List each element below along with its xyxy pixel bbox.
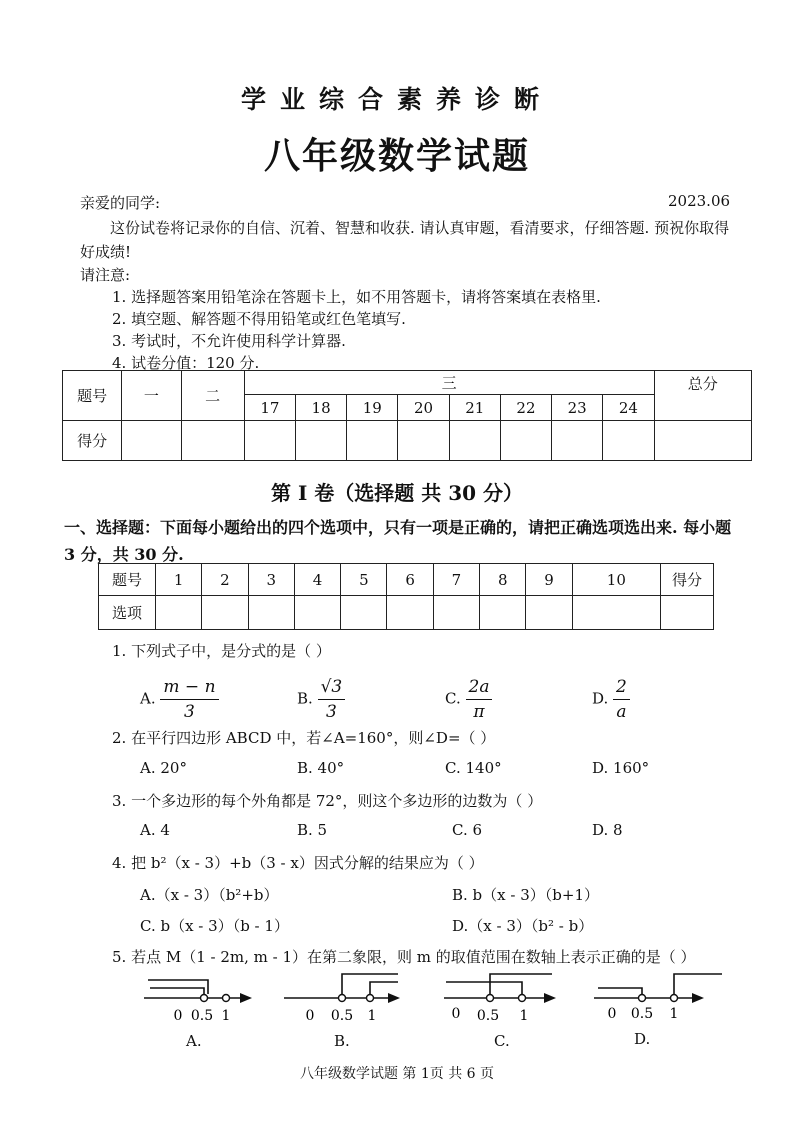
fraction — [160, 677, 218, 722]
axis-arrow — [240, 993, 252, 1003]
fraction-numerator: 2 — [613, 677, 630, 700]
answer-table-number: 8 — [480, 564, 526, 596]
fraction — [613, 677, 630, 722]
section-intro: 一、选择题：下面每小题给出的四个选项中，只有一项是正确的，请把正确选项选出来. 每小题 3 分，共 30 分. — [64, 518, 732, 564]
option-label: B. — [297, 689, 313, 708]
fraction-denominator: π — [473, 702, 485, 722]
option-label: D. — [592, 689, 609, 708]
answer-table-number: 4 — [294, 564, 340, 596]
answer-table-number: 5 — [341, 564, 387, 596]
score-table-total: 总分 — [654, 371, 751, 421]
tick-label: 0 — [173, 1008, 183, 1024]
fraction-numerator: √3 — [318, 677, 346, 700]
question-5-stem: 5. 若点 M（1 - 2m, m - 1）在第二象限，则 m 的取值范围在数轴上表示正确的是（ ） — [112, 948, 696, 966]
score-table-subcol: 23 — [552, 395, 603, 421]
answer-table-number: 6 — [387, 564, 433, 596]
tick-label: 1 — [669, 1006, 679, 1022]
score-table-col-1: 一 — [122, 371, 181, 421]
answer-table-number: 9 — [526, 564, 572, 596]
tick-label: 0.5 — [630, 1006, 654, 1022]
question-1-option-b — [297, 677, 345, 722]
note-item: 4. 试卷分值：120 分. — [112, 354, 260, 372]
score-cell[interactable] — [295, 421, 346, 461]
open-point — [201, 995, 208, 1002]
open-point — [487, 995, 494, 1002]
score-cell[interactable] — [449, 421, 500, 461]
tick-label: 0.5 — [190, 1008, 214, 1024]
answer-cell[interactable] — [294, 596, 340, 630]
answer-cell[interactable] — [433, 596, 479, 630]
number-line-d — [590, 970, 725, 1030]
score-table-label: 题号 — [63, 371, 122, 421]
open-point — [671, 995, 678, 1002]
answer-cell[interactable] — [202, 596, 248, 630]
tick-label: 0 — [607, 1006, 617, 1022]
open-point — [223, 995, 230, 1002]
range-bracket — [674, 974, 722, 994]
answer-cell[interactable] — [480, 596, 526, 630]
question-3-stem: 3. 一个多边形的每个外角都是 72°，则这个多边形的边数为（ ） — [112, 792, 543, 810]
fraction-denominator: 3 — [325, 702, 337, 722]
score-cell[interactable] — [181, 421, 244, 461]
answer-cell[interactable] — [387, 596, 433, 630]
axis-arrow — [388, 993, 400, 1003]
question-2-option-d: D. 160° — [592, 759, 650, 777]
range-bracket — [150, 988, 204, 994]
fraction-numerator: m − n — [160, 677, 218, 700]
page-footer: 八年级数学试题 第 1页 共 6 页 — [299, 1066, 495, 1082]
question-5-option-c: C. — [494, 1032, 510, 1050]
exam-subtitle: 学业综合素养诊断 — [240, 85, 553, 114]
answer-table-number: 7 — [433, 564, 479, 596]
question-4-option-a: A.（x - 3）（b²+b） — [140, 886, 279, 904]
answer-cell[interactable] — [156, 596, 202, 630]
note-item: 2. 填空题、解答题不得用铅笔或红色笔填写. — [112, 310, 406, 328]
answer-table-number: 1 — [156, 564, 202, 596]
range-bracket — [598, 988, 642, 994]
question-1-option-a — [140, 677, 219, 722]
tick-label: 0.5 — [330, 1008, 354, 1024]
tick-label: 0 — [305, 1008, 315, 1024]
answer-cell[interactable] — [526, 596, 572, 630]
answer-cell[interactable] — [572, 596, 660, 630]
question-4-stem: 4. 把 b²（x - 3）+b（3 - x）因式分解的结果应为（ ） — [112, 854, 484, 872]
answer-cell[interactable] — [661, 596, 714, 630]
answer-cell[interactable] — [341, 596, 387, 630]
option-label: A. — [140, 689, 156, 708]
range-bracket — [148, 980, 208, 994]
number-line-b — [280, 970, 410, 1030]
score-table — [62, 370, 752, 461]
question-3-option-a: A. 4 — [140, 821, 170, 839]
notes-heading: 请注意: — [80, 266, 131, 284]
answer-table — [98, 563, 714, 630]
score-table-col-2: 二 — [181, 371, 244, 421]
open-point — [639, 995, 646, 1002]
score-cell[interactable] — [122, 421, 181, 461]
number-line-c — [440, 970, 570, 1030]
section-title: 第 I 卷（选择题 共 30 分） — [270, 481, 523, 505]
question-5-option-a: A. — [186, 1032, 202, 1050]
question-1-option-c — [445, 677, 492, 722]
answer-table-label: 选项 — [99, 596, 156, 630]
score-cell[interactable] — [654, 421, 751, 461]
tick-label: 0 — [451, 1006, 461, 1022]
range-bracket — [370, 982, 398, 994]
answer-table-score: 得分 — [661, 564, 714, 596]
tick-label: 1 — [519, 1008, 529, 1024]
fraction-denominator: 3 — [184, 702, 195, 722]
score-cell[interactable] — [500, 421, 551, 461]
question-4-option-b: B. b（x - 3）（b+1） — [452, 886, 599, 904]
question-2-stem: 2. 在平行四边形 ABCD 中，若∠A=160°，则∠D=（ ） — [112, 729, 496, 747]
range-bracket — [490, 974, 552, 994]
score-table-subcol: 17 — [244, 395, 295, 421]
range-bracket — [446, 982, 522, 994]
axis-arrow — [544, 993, 556, 1003]
question-2-option-c: C. 140° — [445, 759, 502, 777]
answer-cell[interactable] — [248, 596, 294, 630]
greeting: 亲爱的同学: — [80, 194, 161, 212]
exam-title: 八年级数学试题 — [263, 135, 530, 177]
open-point — [339, 995, 346, 1002]
score-cell[interactable] — [347, 421, 398, 461]
question-1-option-d — [592, 677, 630, 722]
question-5-option-d: D. — [634, 1030, 651, 1048]
question-3-option-b: B. 5 — [297, 821, 328, 839]
number-line-a — [140, 970, 260, 1030]
exam-date: 2023.06 — [668, 192, 731, 210]
score-table-subcol: 22 — [500, 395, 551, 421]
score-table-col-3: 三 — [244, 371, 654, 395]
open-point — [519, 995, 526, 1002]
score-table-subcol: 19 — [347, 395, 398, 421]
question-4-option-c: C. b（x - 3）（b - 1） — [140, 917, 289, 935]
score-cell[interactable] — [552, 421, 603, 461]
answer-table-number: 2 — [202, 564, 248, 596]
answer-table-number: 3 — [248, 564, 294, 596]
question-3-option-c: C. 6 — [452, 821, 483, 839]
answer-table-label: 题号 — [99, 564, 156, 596]
question-4-option-d: D.（x - 3）（b² - b） — [452, 917, 594, 935]
tick-label: 0.5 — [476, 1008, 500, 1024]
question-3-option-d: D. 8 — [592, 821, 623, 839]
question-1-stem: 1. 下列式子中，是分式的是（ ） — [112, 642, 331, 660]
open-point — [367, 995, 374, 1002]
question-2-option-a: A. 20° — [140, 759, 187, 777]
tick-label: 1 — [221, 1008, 231, 1024]
score-cell[interactable] — [398, 421, 449, 461]
fraction-numerator: 2a — [466, 677, 493, 700]
tick-label: 1 — [367, 1008, 377, 1024]
note-item: 1. 选择题答案用铅笔涂在答题卡上，如不用答题卡，请将答案填在表格里. — [112, 288, 601, 306]
score-table-label: 得分 — [63, 421, 122, 461]
score-cell[interactable] — [244, 421, 295, 461]
fraction — [318, 677, 346, 722]
option-label: C. — [445, 689, 461, 708]
score-table-subcol: 20 — [398, 395, 449, 421]
score-table-subcol: 21 — [449, 395, 500, 421]
question-2-option-b: B. 40° — [297, 759, 345, 777]
score-cell[interactable] — [603, 421, 654, 461]
fraction — [466, 677, 493, 722]
answer-table-number: 10 — [572, 564, 660, 596]
fraction-denominator: a — [616, 702, 627, 722]
question-5-option-b: B. — [334, 1032, 350, 1050]
note-item: 3. 考试时，不允许使用科学计算器. — [112, 332, 346, 350]
axis-arrow — [692, 993, 704, 1003]
intro-text: 这份试卷将记录你的自信、沉着、智慧和收获. 请认真审题，看清要求，仔细答题. 预祝你取得好成绩! — [80, 219, 730, 261]
score-table-subcol: 18 — [295, 395, 346, 421]
score-table-subcol: 24 — [603, 395, 654, 421]
